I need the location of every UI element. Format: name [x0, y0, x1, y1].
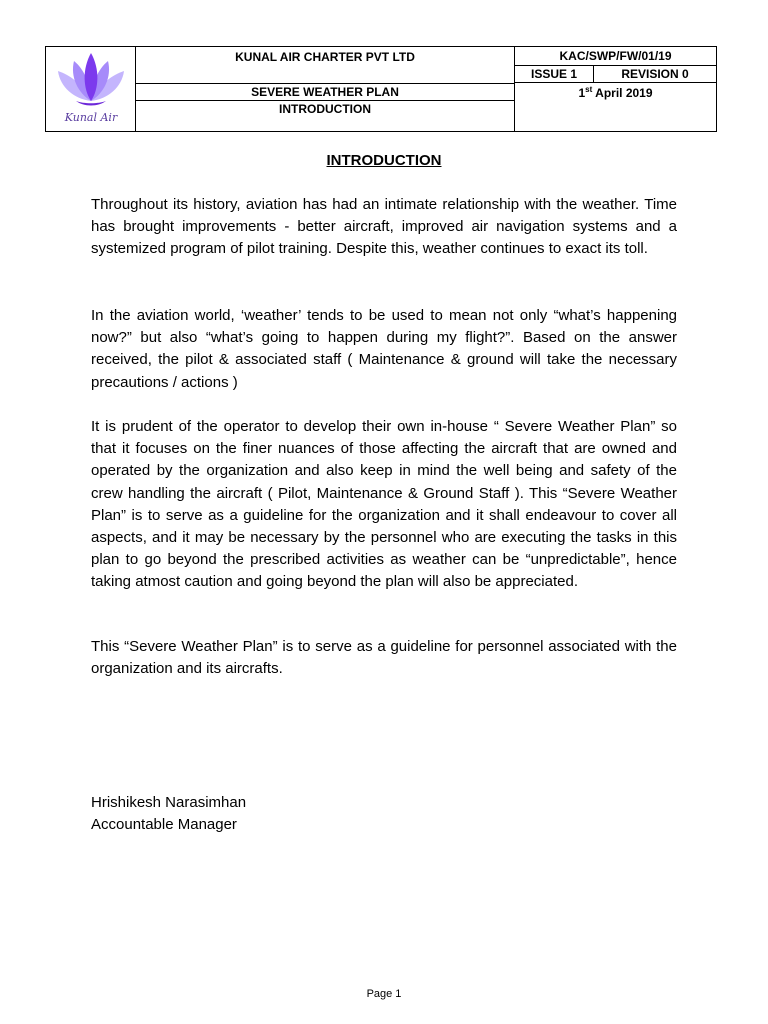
revision-number: REVISION 0: [594, 65, 716, 83]
page-heading: INTRODUCTION: [326, 152, 442, 169]
paragraph: This “Severe Weather Plan” is to serve as a guideline for personnel associated with the organization and its aircrafts.: [91, 638, 677, 678]
issue-date: [515, 83, 716, 103]
document-reference: KAC/SWP/FW/01/19: [515, 47, 716, 66]
section-title: INTRODUCTION: [279, 102, 371, 116]
paragraph: It is prudent of the operator to develop their own in-house “ Severe Weather Plan” so that it focuses on the finer nuances of those affecting the aircraft that are owned and operated by the organization and also keep in mind the well being and safety of the crew handling the aircraft ( Pilot, Maintenance & Ground Staff ). This “Severe Weather Plan” is to serve as a guideline for the organization and it shall endeavour to cover all aspects, and it may be necessary by the personnel who are executing the tasks in this plan to go beyond the prescribed activities as weather can be “unpredictable”, hence taking atmost caution and going beyond the plan will also be appreciated.: [91, 418, 677, 591]
signatory-role: Accountable Manager: [91, 816, 237, 833]
date-rest: April 2019: [592, 86, 653, 100]
issue-number: ISSUE 1: [515, 65, 594, 83]
company-name: KUNAL AIR CHARTER PVT LTD: [136, 47, 514, 84]
date-day: 1: [578, 86, 586, 100]
doc-control-cell: [515, 47, 716, 131]
lotus-logo-icon: [56, 51, 126, 113]
title-cell: [136, 47, 515, 131]
paragraph: In the aviation world, ‘weather’ tends to be used to mean not only “what’s happening now?” but also “what’s going to happen during my flight?”. Based on the answer received, the pilot & associated staff ( Maintenance & ground will take the necessary precautions / actions ): [91, 307, 677, 391]
page-number: Page 1: [366, 988, 402, 1000]
logo-cell: [46, 47, 136, 131]
date-suffix: st: [585, 85, 593, 94]
document-header-table: [45, 46, 717, 132]
logo-wordmark: Kunal Air: [64, 111, 118, 124]
plan-title: SEVERE WEATHER PLAN: [251, 85, 399, 99]
signatory-name: Hrishikesh Narasimhan: [91, 794, 247, 811]
paragraph: Throughout its history, aviation has had an intimate relationship with the weather. Time has brought improvements - better aircraft, improved air navigation systems and a systemized program of pilot training. Despite this, weather continues to exact its toll.: [91, 196, 677, 258]
